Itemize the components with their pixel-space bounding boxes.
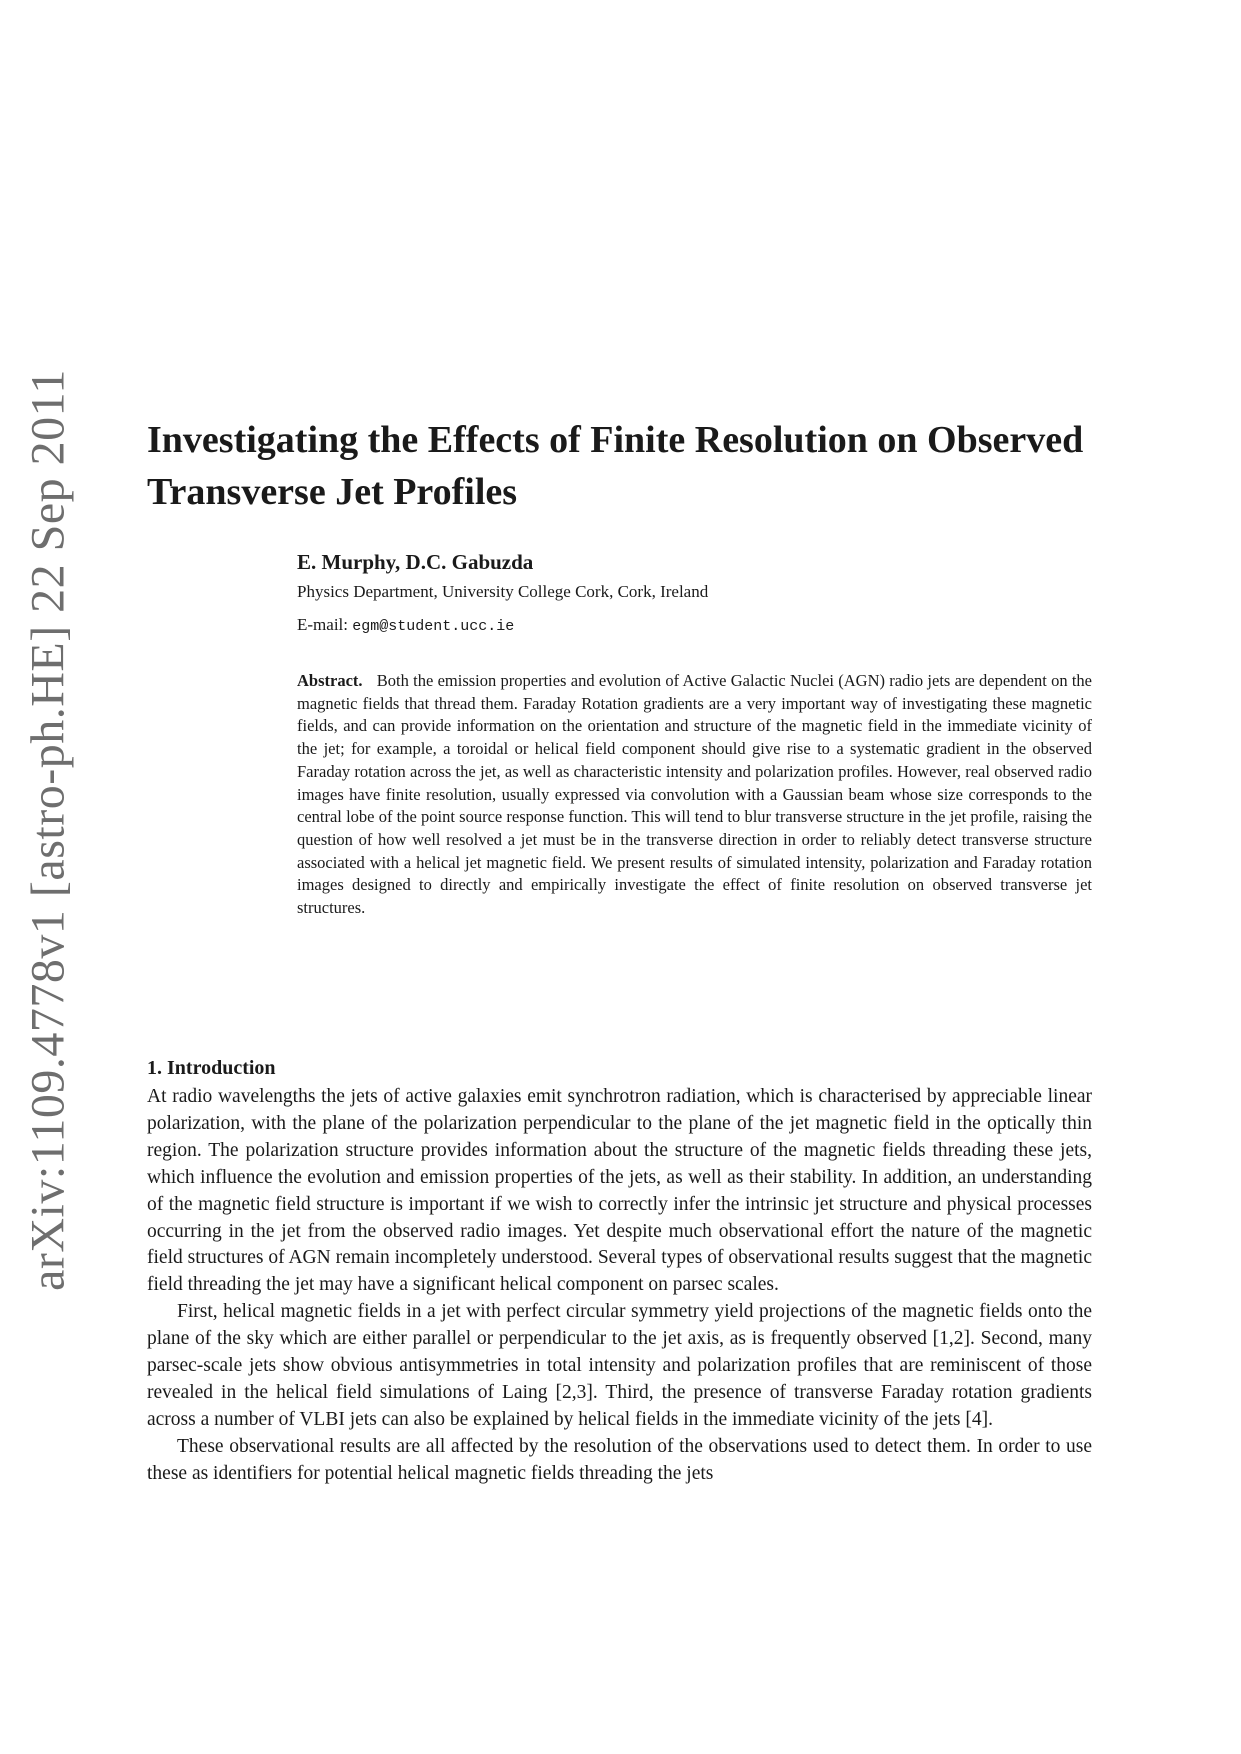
introduction-paragraph: At radio wavelengths the jets of active galaxies emit synchrotron radiation, which is characterised by appreciable linear polarization, with the plane of the polarization perpendicular to the plane of the jet magnetic field in the optically thin region. The polarization structure provides information about the structure of the magnetic fields threading these jets, which influence the evolution and emission properties of the jets, as well as their stability. In addition, an understanding of the magnetic field structure is important if we wish to correctly infer the intrinsic jet structure and physical processes occurring in the jet from the observed radio images. Yet despite much observational effort the nature of the magnetic field structures of AGN remain incompletely understood. Several types of observational results suggest that the magnetic field threading the jet may have a significant helical component on parsec scales. — [147, 1086, 1092, 1296]
email-label: E-mail: — [297, 615, 348, 634]
introduction-body — [147, 1084, 1092, 1488]
abstract-text: Both the emission properties and evolution of Active Galactic Nuclei (AGN) radio jets are dependent on the magnetic fields that thread them. Faraday Rotation gradients are a very important way of investigating these magnetic fields, and can provide information on the orientation and structure of the magnetic field in the immediate vicinity of the jet; for example, a toroidal or helical field component should give rise to a systematic gradient in the observed Faraday rotation across the jet, as well as characteristic intensity and polarization profiles. However, real observed radio images have finite resolution, usually expressed via convolution with a Gaussian beam whose size corresponds to the central lobe of the point source response function. This will tend to blur transverse structure in the jet profile, raising the question of how well resolved a jet must be in the transverse direction in order to reliably detect transverse structure associated with a helical jet magnetic field. We present results of simulated intensity, polarization and Faraday rotation images designed to directly and empirically investigate the effect of finite resolution on observed transverse jet structures. — [297, 671, 1092, 918]
author-affiliation: Physics Department, University College Cork, Cork, Ireland — [297, 582, 709, 601]
paper-title: Investigating the Effects of Finite Resolution on Observed Transverse Jet Profiles — [147, 419, 1084, 513]
arxiv-identifier-stamp — [0, 0, 75, 1291]
author-email — [297, 615, 514, 635]
introduction-paragraph: First, helical magnetic fields in a jet with perfect circular symmetry yield projections of the magnetic fields onto the plane of the sky which are either parallel or perpendicular to the jet axis, as is frequently observed [1,2]. Second, many parsec-scale jets show obvious antisymmetries in total intensity and polarization profiles that are reminiscent of those revealed in the helical field simulations of Laing [2,3]. Third, the presence of transverse Faraday rotation gradients across a number of VLBI jets can also be explained by helical fields in the immediate vicinity of the jets [4]. — [147, 1301, 1092, 1430]
arxiv-identifier-text: arXiv:1109.4778v1 [astro-ph.HE] 22 Sep 2011 — [21, 369, 75, 1291]
abstract — [297, 670, 1092, 920]
email-address: egm@student.ucc.ie — [352, 618, 515, 635]
paper-authors: E. Murphy, D.C. Gabuzda — [297, 550, 534, 574]
introduction-paragraph: These observational results are all affected by the resolution of the observations used to detect them. In order to use these as identifiers for potential helical magnetic fields threading the jets — [147, 1435, 1092, 1484]
abstract-label: Abstract. — [297, 671, 363, 690]
introduction-heading: 1. Introduction — [147, 1057, 276, 1079]
